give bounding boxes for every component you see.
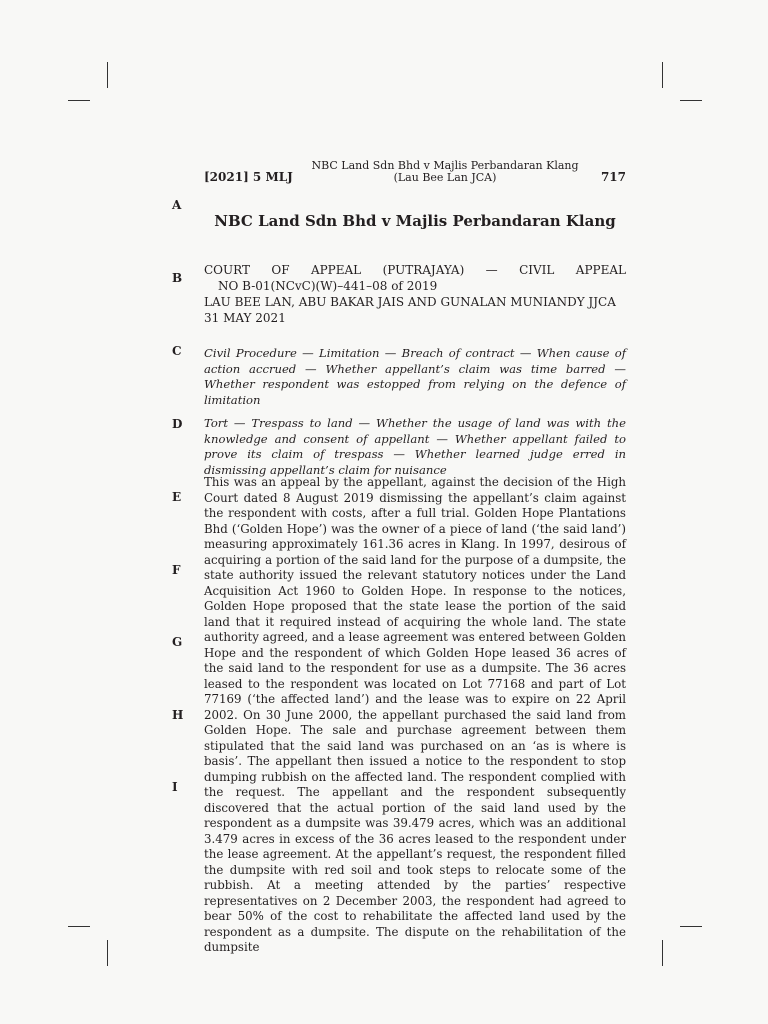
crop-mark <box>662 62 663 88</box>
crop-mark <box>107 62 108 88</box>
margin-letter: F <box>172 563 181 577</box>
court-details <box>204 262 626 326</box>
margin-letter: C <box>172 344 182 358</box>
catchwords-tort: Tort — Trespass to land — Whether the usage of land was with the knowledge and consent of appellant — Whether appellant failed to prove its claim of trespass — Whether learned judge erred in dismissing appellant’s claim for nuisance <box>204 416 626 477</box>
judges: LAU BEE LAN, ABU BAKAR JAIS AND GUNALAN MUNIANDY JJCA <box>204 295 616 309</box>
margin-letter: H <box>172 708 184 722</box>
margin-letter: E <box>172 490 182 504</box>
running-title-line-2: (Lau Bee Lan JCA) <box>393 171 497 184</box>
crop-mark <box>680 926 702 927</box>
crop-mark <box>68 100 90 101</box>
crop-mark <box>107 940 108 966</box>
page-number: 717 <box>600 170 626 184</box>
crop-mark <box>68 926 90 927</box>
catchwords-civil-procedure: Civil Procedure — Limitation — Breach of contract — When cause of action accrued — Whether appellant’s claim was time barred — Whether respondent was estopped from relying on the defence of limitation <box>204 346 626 407</box>
margin-letter: A <box>172 198 182 212</box>
appeal-number: NO B-01(NCvC)(W)–441–08 of 2019 <box>218 279 438 293</box>
report-citation: [2021] 5 MLJ <box>204 170 293 184</box>
decision-date: 31 MAY 2021 <box>204 311 286 325</box>
crop-mark <box>680 100 702 101</box>
margin-letter: D <box>172 417 183 431</box>
margin-letter: I <box>172 780 178 794</box>
court-line: COURT OF APPEAL (PUTRAJAYA) — CIVIL APPEAL <box>204 263 626 277</box>
running-title <box>300 160 590 184</box>
crop-mark <box>662 940 663 966</box>
margin-letter: G <box>172 635 183 649</box>
running-title-line-1: NBC Land Sdn Bhd v Majlis Perbandaran Klang <box>311 159 579 172</box>
headnote-body: This was an appeal by the appellant, against the decision of the High Court dated 8 August 2019 dismissing the appellant’s claim against the respondent with costs, after a full trial. Golden Hope Plantations Bhd (‘Golden Hope’) was the owner of a piece of land (‘the said land’) measuring approximately 161.36 acres in Klang. In 1997, desirous of acquiring a portion of the said land for the purpose of a dumpsite, the state authority issued the relevant statutory notices under the Land Acquisition Act 1960 to Golden Hope. In response to the notices, Golden Hope proposed that the state lease the portion of the said land that it required instead of acquiring the whole land. The state authority agreed, and a lease agreement was entered between Golden Hope and the respondent of which Golden Hope leased 36 acres of the said land to the respondent for use as a dumpsite. The 36 acres leased to the respondent was located on Lot 77168 and part of Lot 77169 (‘the affected land’) and the lease was to expire on 22 April 2002. On 30 June 2000, the appellant purchased the said land from Golden Hope. The sale and purchase agreement between them stipulated that the said land was purchased on an ‘as is where is basis’. The appellant then issued a notice to the respondent to stop dumping rubbish on the affected land. The respondent complied with the request. The appellant and the respondent subsequently discovered that the actual portion of the said land used by the respondent as a dumpsite was 39.479 acres, which was an additional 3.479 acres in excess of the 36 acres leased to the respondent under the lease agreement. At the appellant’s request, the respondent filled the dumpsite with red soil and took steps to relocate some of the rubbish. At a meeting attended by the parties’ respective representatives on 2 December 2003, the respondent had agreed to bear 50% of the cost to rehabilitate the affected land used by the respondent as a dumpsite. The dispute on the rehabilitation of the dumpsite <box>204 475 626 954</box>
case-title: NBC Land Sdn Bhd v Majlis Perbandaran Klang <box>214 212 616 230</box>
margin-letter: B <box>172 271 183 285</box>
